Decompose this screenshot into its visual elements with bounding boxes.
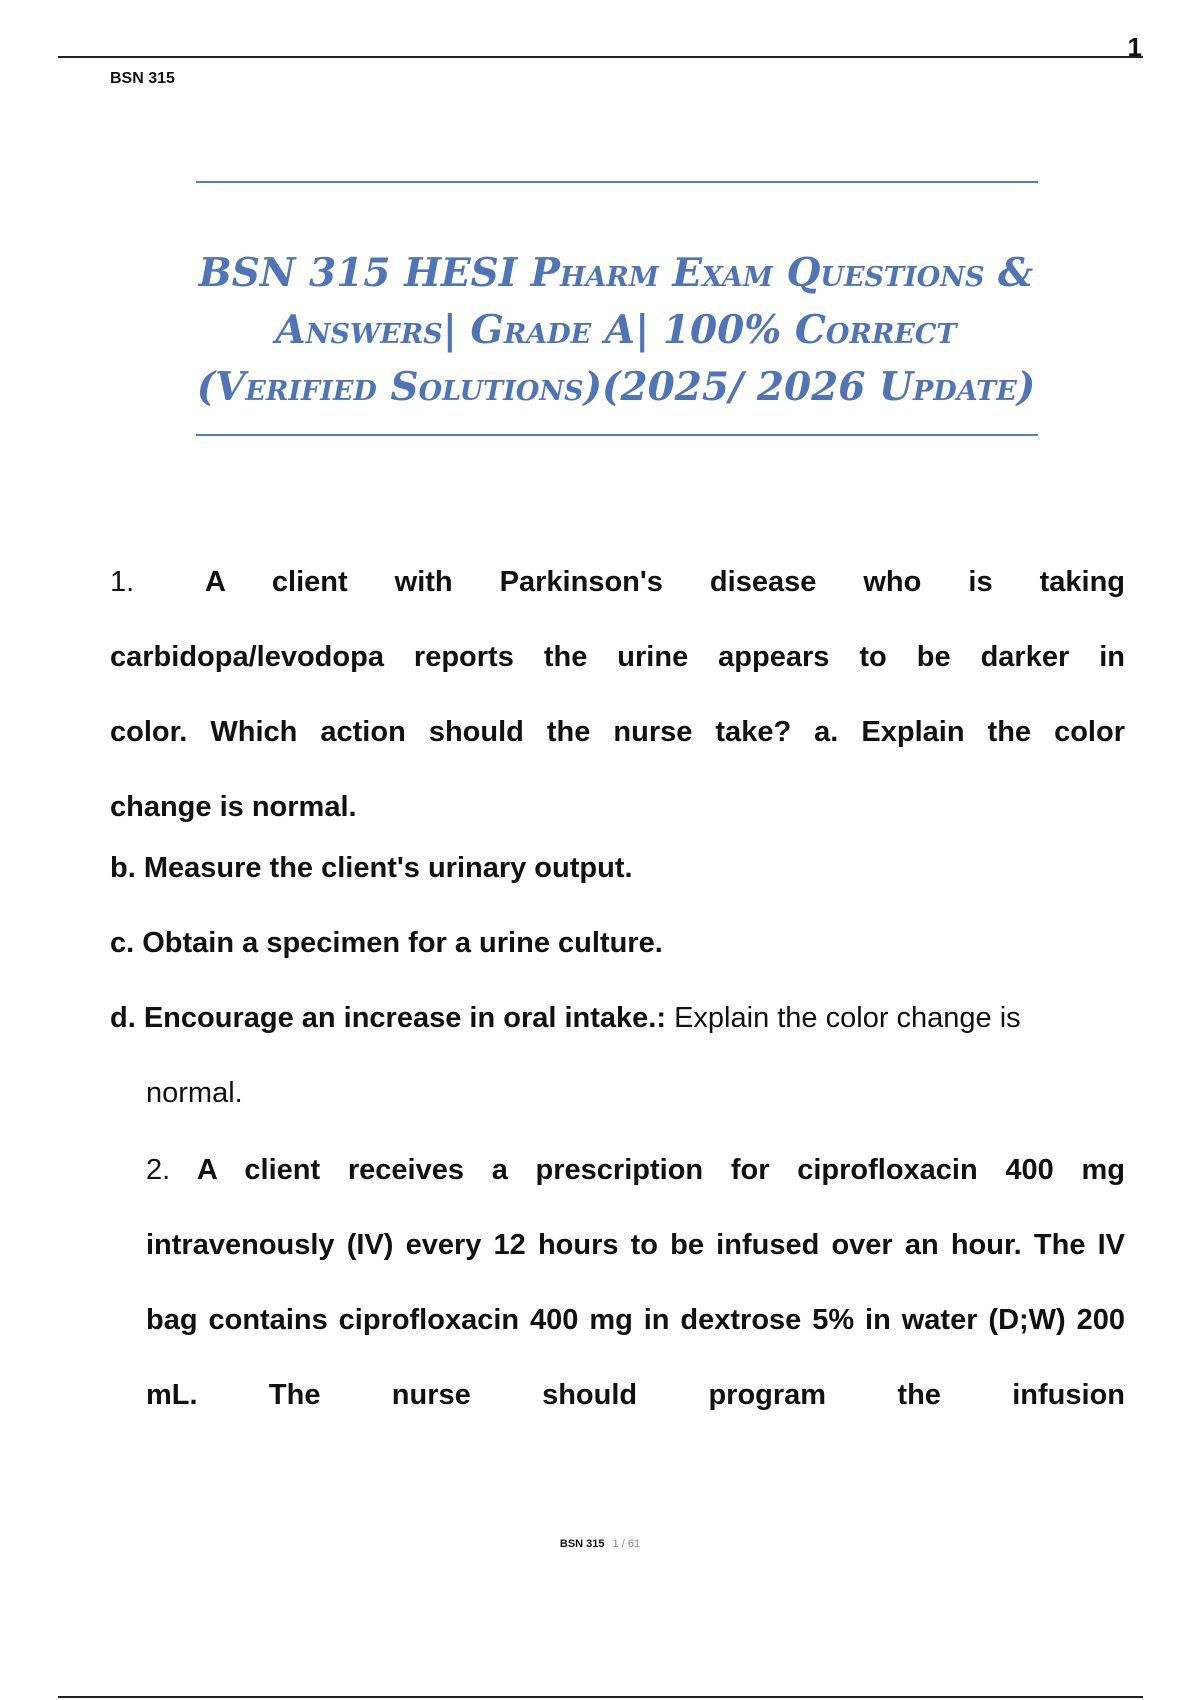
footer-course-label: BSN 315 [559, 1538, 605, 1550]
footer-page-indicator: 1 / 61 [612, 1538, 641, 1550]
question-1-option-d [110, 998, 1125, 1038]
document-title [180, 245, 1052, 416]
question-1-option-b: b. Measure the client's urinary output. [110, 852, 633, 884]
question-1-answer-continued: normal. [146, 1077, 243, 1109]
footer-rule [58, 1696, 1143, 1698]
title-top-rule [196, 181, 1038, 183]
question-1-line-1-text: A client with Parkinson's disease who is taking [205, 566, 1125, 598]
question-1-line-3: color. Which action should the nurse take? a. Explain the color [110, 716, 1125, 748]
question-1-option-c: c. Obtain a specimen for a urine culture. [110, 927, 663, 959]
question-1-answer: Explain the color change is [674, 1002, 1021, 1034]
question-1-number: 1. [110, 566, 135, 598]
title-line-2: Answers| Grade A| 100% Correct [275, 307, 957, 353]
title-line-3: (Verified Solutions)(2025/ 2026 Update) [196, 364, 1036, 410]
question-1-line-4: change is normal. [110, 791, 357, 823]
question-2-text: A client receives a prescription for ciprofloxacin 400 mg intravenously (IV) every 12 hours to be infused over an hour. The IV bag contains ciprofloxacin 400 mg in dextrose 5% in water (D;W) 200 mL. The nurse should program the infusion [146, 1154, 1125, 1411]
header-course-label: BSN 315 [110, 70, 175, 87]
question-1-option-d-text: d. Encourage an increase in oral intake.: [110, 1002, 667, 1034]
question-2 [146, 1133, 1125, 1433]
question-1 [110, 545, 1125, 845]
question-2-number: 2. [146, 1154, 171, 1186]
title-line-1: BSN 315 HESI Pharm Exam Questions & [198, 250, 1034, 296]
question-1-line-1 [110, 545, 1125, 620]
page-number: 1 [1127, 32, 1142, 62]
header-rule [58, 56, 1143, 58]
page-footer [0, 1538, 1200, 1550]
question-1-line-2: carbidopa/levodopa reports the urine appears to be darker in [110, 641, 1125, 673]
title-bottom-rule [196, 434, 1038, 436]
